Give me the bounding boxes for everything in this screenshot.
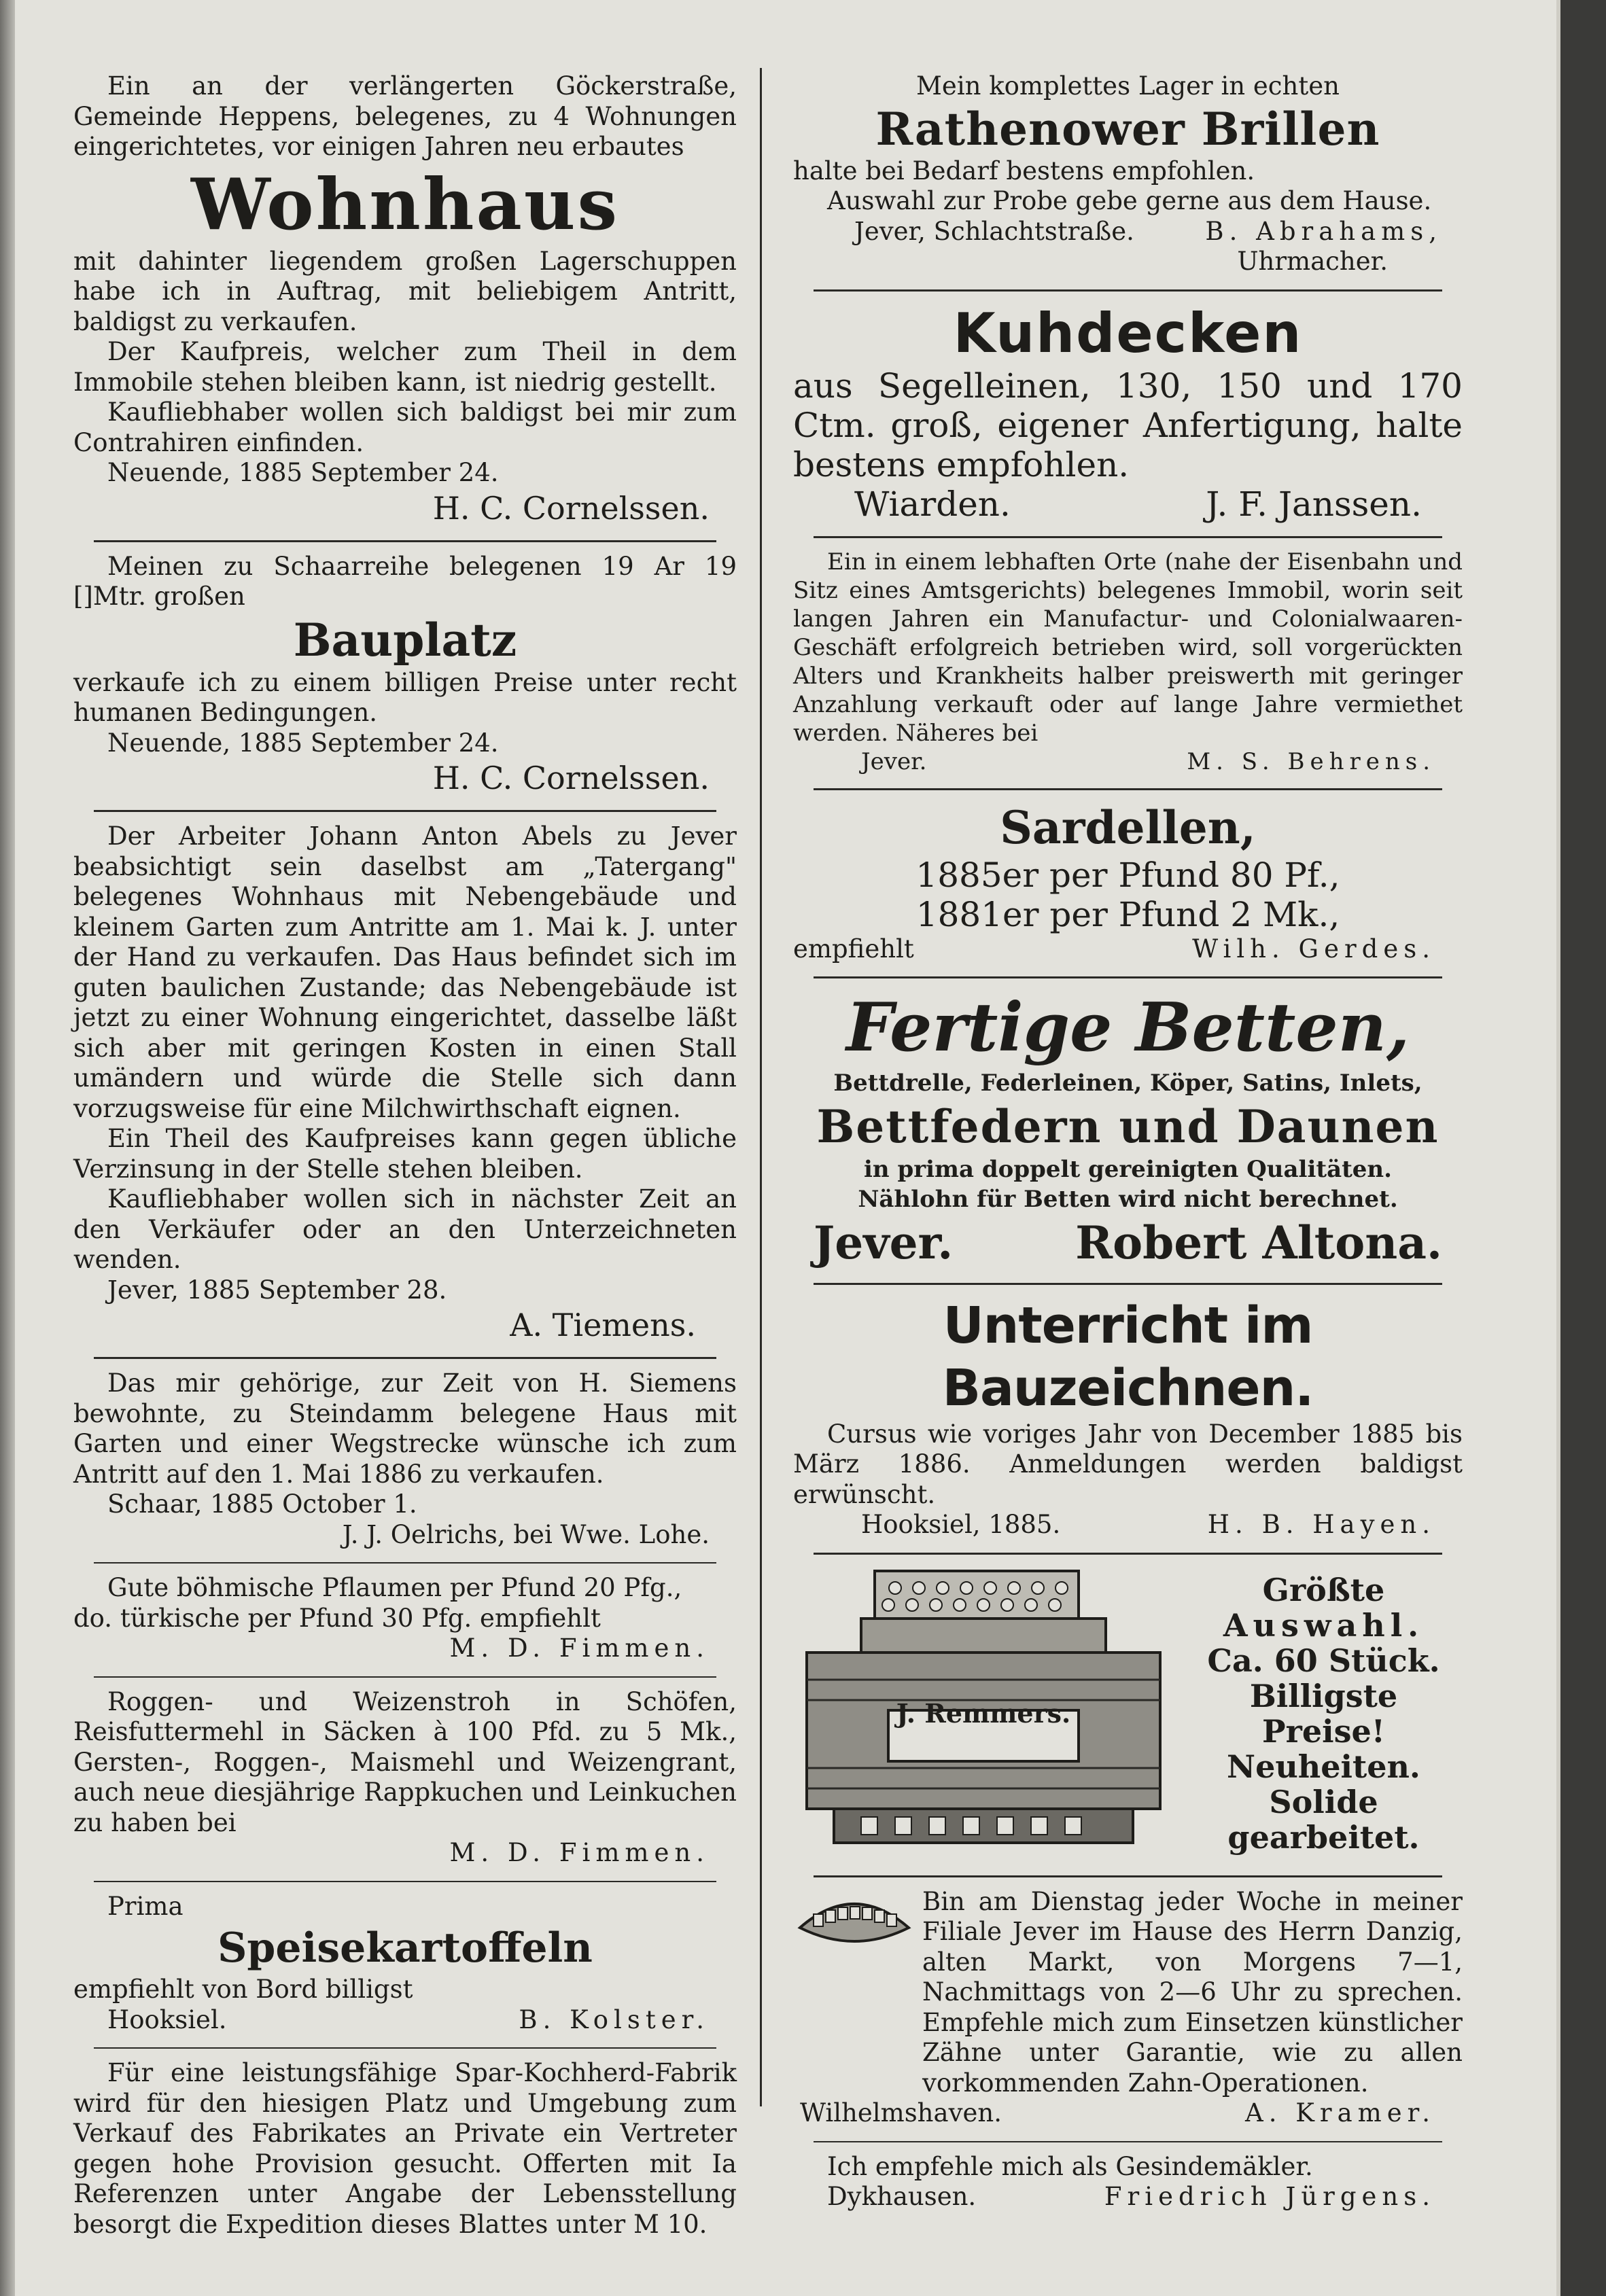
ad-abels [73, 822, 737, 1345]
ad-separator [94, 1562, 716, 1564]
ad-intro: Prima [107, 1891, 184, 1921]
ad-kochherd [73, 2058, 737, 2240]
ad-signature: Wilh. Gerdes. [1192, 934, 1435, 964]
side-line: Preise! [1262, 1712, 1385, 1750]
ad-line: in prima doppelt gereinigten Qualitäten. [863, 1155, 1392, 1183]
left-column [73, 71, 737, 2239]
ad-place-date: Hooksiel, 1885. [861, 1510, 1061, 1539]
ad-harmonika [793, 1564, 1463, 1863]
ad-signature: B. Kolster. [519, 2004, 710, 2034]
ad-line: Nählohn für Betten wird nicht berechnet. [858, 1186, 1398, 1213]
ad-separator [94, 540, 716, 542]
ad-bauzeichnen [793, 1294, 1463, 1540]
ad-bauplatz [73, 552, 737, 798]
ad-line: 1881er per Pfund 2 Mk., [915, 894, 1340, 934]
ad-signature: M. D. Fimmen. [449, 1838, 710, 1867]
ad-body: Kaufliebhaber wollen sich in nächster Zeit an den Verkäufer oder an den Unterzeichneten wenden. [73, 1184, 737, 1274]
ad-intro: Ein an der verlängerten Göckerstraße, Gemeinde Heppens, belegenes, zu 4 Wohnungen eingerichtetes, vor einigen Jahren neu erbautes [73, 71, 737, 161]
ad-separator [814, 1553, 1442, 1555]
ad-signature: J. F. Janssen. [1206, 484, 1422, 524]
ad-line: Gute böhmische Pflaumen per Pfund 20 Pfg., [107, 1573, 682, 1602]
ad-headline: Wohnhaus [190, 162, 620, 246]
ad-headline: Fertige Betten, [845, 989, 1410, 1067]
ad-gesinde [793, 2152, 1463, 2212]
side-line: Solide [1269, 1783, 1378, 1820]
ad-body: Cursus wie voriges Jahr von December 1885 bis März 1886. Anmeldungen werden baldigst erwünscht. [793, 1419, 1463, 1509]
ad-headline-2: Bettfedern und Daunen [816, 1099, 1439, 1153]
ad-intro: Meinen zu Schaarreihe belegenen 19 Ar 19 []Mtr. großen [73, 551, 737, 611]
ad-signature: A. Tiemens. [510, 1307, 696, 1343]
ad-place: Dykhausen. [827, 2182, 977, 2211]
ad-body: Ein Theil des Kaufpreises kann gegen übliche Verzinsung in der Stelle stehen bleiben. [73, 1124, 737, 1184]
ad-line: Auswahl zur Probe gebe gerne aus dem Hause. [827, 186, 1432, 215]
ad-headline: Bauplatz [293, 613, 517, 667]
ad-body: Ein in einem lebhaften Orte (nahe der Eisenbahn und Sitz eines Amtsgerichts) belegenes Immobil, worin seit langen Jahren ein Manufactur- und Colonialwaaren-Geschäft erfolgreich betrieben wird, soll vorgerückten Alters und Krankheits halber preiswerth mit geringer Anzahlung verkauft oder auf lange Jahre vermiethet werden. Näheres bei [793, 548, 1463, 747]
page-edge-shadow [0, 0, 15, 2296]
column-divider [760, 68, 762, 2106]
ad-body: Für eine leistungsfähige Spar-Kochherd-Fabrik wird für den hiesigen Platz und Umgebung zum Verkauf des Fabrikates an Private ein Vertreter gegen hohe Provision gesucht. Offerten mit Ia Referenzen unter Angabe der Lebensstellung besorgt die Expedition dieses Blattes unter M 10. [73, 2058, 737, 2239]
ad-separator [94, 1676, 716, 1678]
right-column [793, 71, 1463, 2214]
ad-recommend: empfiehlt [793, 934, 914, 964]
ad-wohnhaus [73, 71, 737, 528]
ad-place-date: Neuende, 1885 September 24. [107, 728, 499, 758]
ad-kartoffeln [73, 1892, 737, 2036]
ad-headline: Unterricht im Bauzeichnen. [942, 1296, 1314, 1417]
ad-signature: H. C. Cornelssen. [432, 760, 710, 796]
ad-place: Jever. [814, 1216, 954, 1269]
side-line: Größte [1262, 1571, 1385, 1608]
ad-intro: Mein komplettes Lager in echten [916, 71, 1340, 101]
ad-body: aus Segelleinen, 130, 150 und 170 Ctm. groß, eigener Anfertigung, halte bestens empfohlen. [793, 366, 1463, 484]
ad-headline: Speisekartoffeln [217, 1924, 593, 1972]
ad-signature: Robert Altona. [1075, 1216, 1442, 1269]
ad-title: Uhrmacher. [1237, 247, 1388, 276]
ad-separator [94, 1881, 716, 1882]
side-line: Billigste [1249, 1677, 1398, 1714]
dentures-icon [793, 1887, 915, 1962]
ad-headline: Rathenower Brillen [875, 102, 1380, 156]
ad-place-date: Schaar, 1885 October 1. [107, 1489, 417, 1519]
ad-signature: M. D. Fimmen. [449, 1633, 710, 1663]
ad-separator [814, 788, 1442, 790]
ad-signature: B. Abrahams, [1205, 216, 1442, 246]
side-line: Auswahl. [1223, 1606, 1425, 1644]
ad-separator [94, 810, 716, 812]
ad-separator [814, 1283, 1442, 1285]
ad-betten [793, 988, 1463, 1271]
ad-place: Jever, Schlachtstraße. [854, 216, 1134, 246]
ad-headline: Sardellen, [1000, 800, 1256, 854]
ad-line: do. türkische per Pfund 30 Pfg. empfiehlt [73, 1603, 601, 1633]
ad-separator [814, 1875, 1442, 1877]
ad-stroh [73, 1687, 737, 1869]
ad-separator [814, 536, 1442, 538]
ad-kuhdecken [793, 301, 1463, 524]
ad-line: 1885er per Pfund 80 Pf., [915, 855, 1340, 895]
ad-signature: J. J. Oelrichs, bei Wwe. Lohe. [342, 1519, 710, 1549]
ad-headline: Kuhdecken [953, 301, 1303, 365]
ad-body: Der Arbeiter Johann Anton Abels zu Jever beabsichtigt sein daselbst am „Tatergang" belegenes Wohnhaus mit Nebengebäude und kleinem Garten zum Antritte am 1. Mai k. J. unter der Hand zu verkaufen. Das Haus befindet sich im guten baulichen Zustande; das Nebengebäude ist jetzt zu einer Wohnung eingerichtet, dasselbe läßt sich aber mit geringen Kosten in einen Stall umändern und würde die Stelle sich dann vorzugsweise für eine Milchwirthschaft eignen. [73, 822, 737, 1123]
accordion-label: J. Remmers. [896, 1698, 1071, 1729]
ad-signature: A. Kramer. [1245, 2098, 1435, 2127]
ad-body: Das mir gehörige, zur Zeit von H. Siemens bewohnte, zu Steindamm belegene Haus mit Garten und einer Wegstrecke wünsche ich zum Antritt auf den 1. Mai 1886 zu verkaufen. [73, 1368, 737, 1489]
ad-separator [814, 2141, 1442, 2142]
ad-body: Kaufliebhaber wollen sich baldigst bei mir zum Contrahiren einfinden. [73, 398, 737, 457]
ad-signature: H. B. Hayen. [1207, 1510, 1435, 1539]
ad-signature: M. S. Behrens. [1187, 747, 1435, 775]
ad-separator [94, 2047, 716, 2049]
side-line: gearbeitet. [1227, 1818, 1420, 1856]
ad-separator [814, 289, 1442, 292]
ad-signature: H. C. Cornelssen. [432, 489, 710, 527]
ad-body: empfiehlt von Bord billigst [73, 1975, 413, 2004]
ad-place: Wilhelmshaven. [800, 2098, 1002, 2127]
side-line: Ca. 60 Stück. [1207, 1642, 1440, 1679]
ad-place: Hooksiel. [107, 2004, 227, 2034]
ad-line: Bettdrelle, Federleinen, Köper, Satins, Inlets, [833, 1070, 1422, 1097]
ad-body: verkaufe ich zu einem billigen Preise unter recht humanen Bedingungen. [73, 667, 737, 727]
side-line: Neuheiten. [1227, 1748, 1420, 1785]
ad-separator [94, 1357, 716, 1359]
ad-place-date: Jever, 1885 September 28. [107, 1275, 447, 1305]
ad-place-date: Neuende, 1885 September 24. [107, 458, 499, 487]
ad-signature: Friedrich Jürgens. [1104, 2182, 1435, 2211]
ad-side-text [1174, 1572, 1463, 1855]
ad-place: Jever. [861, 747, 927, 775]
ad-line: halte bei Bedarf bestens empfohlen. [793, 156, 1255, 186]
ad-body: Bin am Dienstag jeder Woche in meiner Filiale Jever im Hause des Herrn Danzig, alten Markt, von Morgens 7—1, Nachmittags von 2—6 Uhr zu sprechen. Empfehle mich zum Einsetzen künstlicher Zähne unter Garantie, wie zu allen vorkommenden Zahn-Operationen. [922, 1886, 1463, 2098]
ad-brillen [793, 71, 1463, 277]
ad-siemens [73, 1368, 737, 1550]
ad-body: mit dahinter liegendem großen Lagerschuppen habe ich in Auftrag, mit beliebigem Antritt, baldigst zu verkaufen. [73, 246, 737, 336]
ad-zahnarzt [793, 1887, 1463, 2129]
ad-immobil [793, 548, 1463, 776]
ad-pflaumen [73, 1573, 737, 1664]
ad-body: Roggen- und Weizenstroh in Schöfen, Reisfuttermehl in Säcken à 100 Pfd. zu 5 Mk., Gersten-, Roggen-, Maismehl und Weizengrant, auch neue diesjährige Rappkuchen und Leinkuchen zu haben bei [73, 1686, 737, 1837]
ad-body: Ich empfehle mich als Gesindemäkler. [827, 2151, 1313, 2181]
ad-place: Wiarden. [854, 484, 1011, 524]
ad-body: Der Kaufpreis, welcher zum Theil in dem Immobile stehen bleiben kann, ist niedrig gestellt. [73, 337, 737, 397]
ad-sardellen [793, 800, 1463, 965]
ad-separator [814, 976, 1442, 978]
